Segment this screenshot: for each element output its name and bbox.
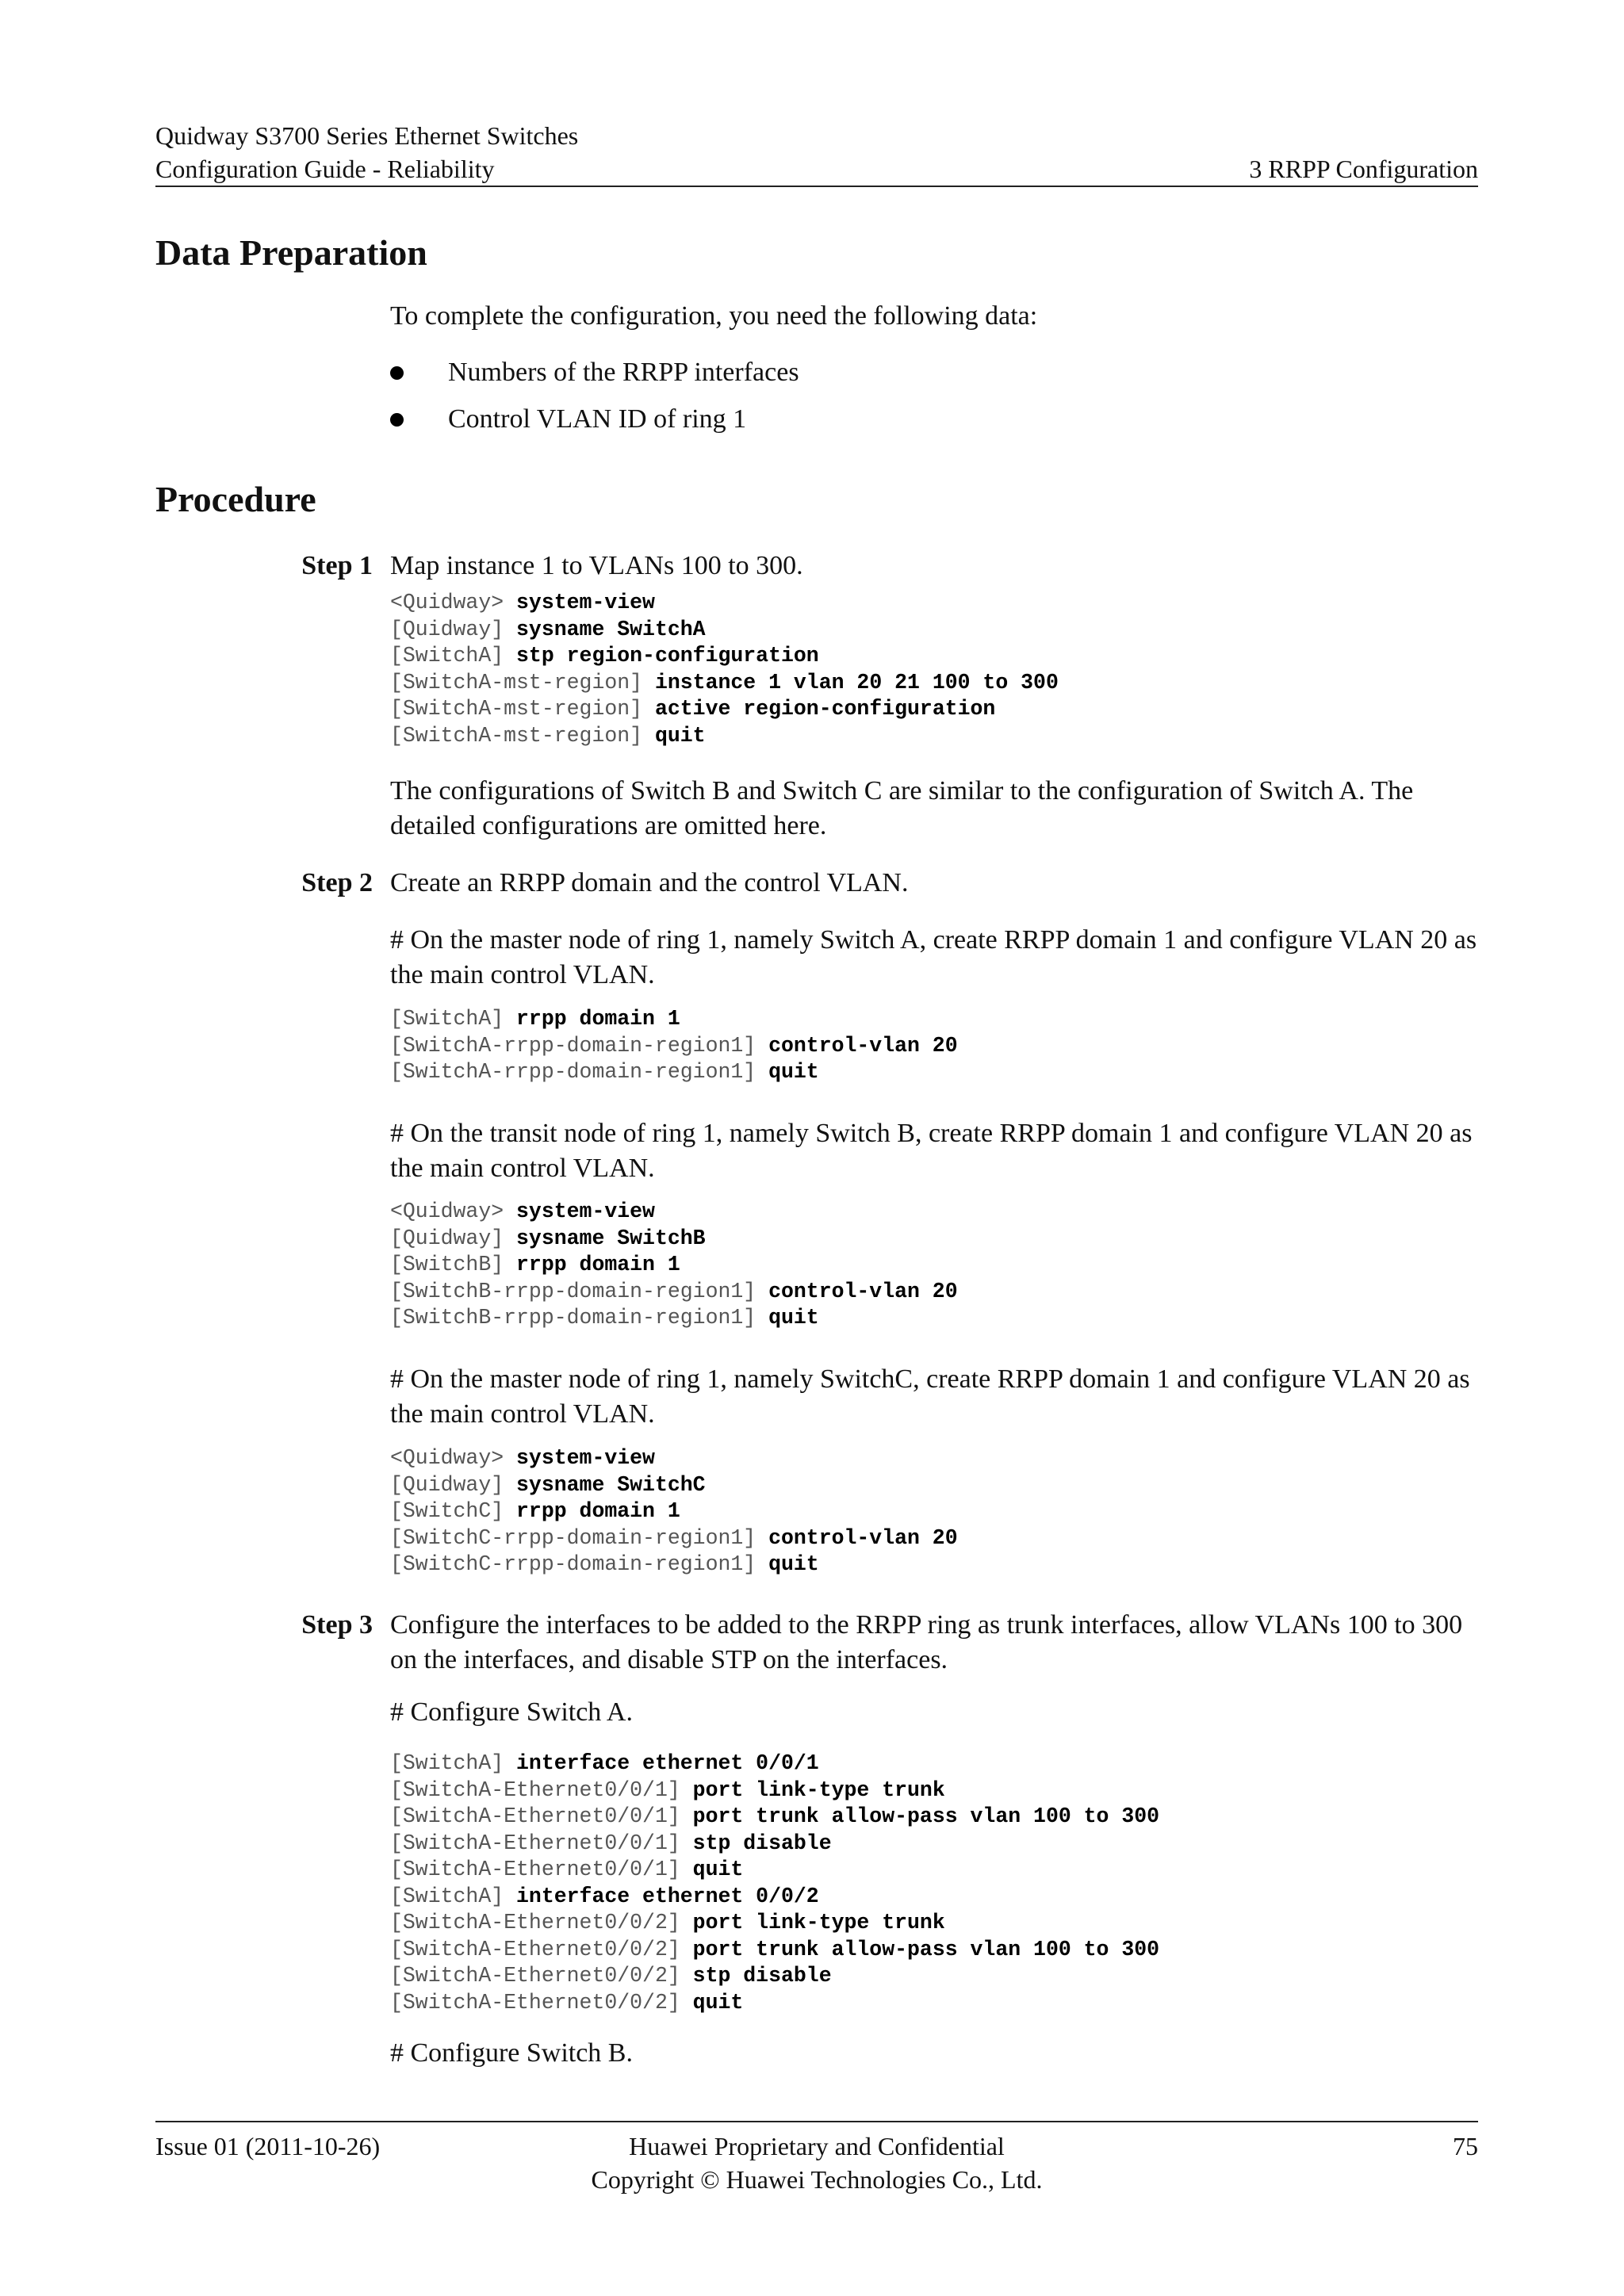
code-prompt: [SwitchA-Ethernet0/0/1] [390, 1804, 693, 1828]
step-1-note: The configurations of Switch B and Switch C are similar to the configuration of Switch A. The detailed configurations are omitted here. [390, 776, 1414, 840]
code-prompt: [SwitchC] [390, 1499, 517, 1523]
code-line [390, 1751, 1159, 1777]
header-rule [155, 186, 1478, 187]
code-line [390, 1059, 958, 1086]
code-command: quit [768, 1552, 819, 1576]
code-command: interface ethernet 0/0/2 [516, 1884, 819, 1908]
code-prompt: [SwitchA-rrpp-domain-region1] [390, 1033, 769, 1058]
code-command: system-view [516, 591, 655, 614]
code-prompt: [SwitchA-Ethernet0/0/2] [390, 1964, 693, 1988]
code-line [390, 670, 1059, 697]
code-prompt: [SwitchA] [390, 1007, 517, 1031]
code-line [390, 1552, 958, 1578]
code-prompt: [SwitchA-mst-region] [390, 723, 655, 748]
code-prompt: [SwitchA-mst-region] [390, 670, 655, 695]
code-line [390, 1910, 1159, 1937]
code-line [390, 1831, 1159, 1858]
page-number: 75 [1453, 2132, 1478, 2160]
list-item [390, 355, 799, 390]
code-prompt: [SwitchA-mst-region] [390, 697, 655, 721]
code-line [390, 723, 1059, 750]
code-prompt: [SwitchC-rrpp-domain-region1] [390, 1552, 769, 1576]
code-line [390, 1445, 958, 1472]
page-header [155, 119, 1478, 186]
step-3-label: Step 3 [301, 1610, 373, 1640]
footer-rule [155, 2121, 1478, 2122]
list-item-text: Control VLAN ID of ring 1 [448, 404, 747, 434]
list-item-text: Numbers of the RRPP interfaces [448, 358, 799, 387]
step-2-para-c: # On the master node of ring 1, namely SwitchC, create RRPP domain 1 and configure VLAN 20 as the main control VLAN. [390, 1364, 1470, 1429]
code-prompt: [SwitchB-rrpp-domain-region1] [390, 1306, 769, 1330]
code-command: control-vlan 20 [768, 1525, 958, 1550]
code-command: stp disable [692, 1964, 832, 1988]
code-command: sysname SwitchC [516, 1472, 706, 1497]
step-3-para-b: # Configure Switch B. [390, 2038, 633, 2068]
step-2-para-a: # On the master node of ring 1, namely Switch A, create RRPP domain 1 and configure VLAN 20 as the main control VLAN. [390, 925, 1477, 989]
code-command: sysname SwitchA [516, 617, 706, 641]
code-command: control-vlan 20 [768, 1033, 958, 1058]
code-line [390, 643, 1059, 670]
code-command: system-view [516, 1446, 655, 1470]
section-title-procedure: Procedure [155, 479, 316, 519]
code-line [390, 1033, 958, 1060]
code-line [390, 1279, 958, 1306]
code-command: instance 1 vlan 20 21 100 to 300 [654, 670, 1059, 695]
code-command: port trunk allow-pass vlan 100 to 300 [692, 1937, 1160, 1961]
code-prompt: [SwitchA-Ethernet0/0/2] [390, 1990, 693, 2015]
step-2-label: Step 2 [301, 868, 373, 897]
code-command: system-view [516, 1200, 655, 1223]
code-line [390, 696, 1059, 723]
code-command: rrpp domain 1 [516, 1499, 680, 1523]
bullet-icon [390, 366, 404, 380]
code-prompt: [SwitchA-Ethernet0/0/1] [390, 1831, 693, 1855]
code-command: port trunk allow-pass vlan 100 to 300 [692, 1804, 1160, 1828]
code-command: sysname SwitchB [516, 1226, 706, 1250]
code-command: port link-type trunk [692, 1777, 945, 1802]
header-chapter: 3 RRPP Configuration [1249, 155, 1478, 183]
section-title-data-preparation: Data Preparation [155, 232, 427, 273]
code-command: quit [692, 1990, 744, 2015]
code-line [390, 1990, 1159, 2017]
code-block-step-2c [390, 1445, 958, 1578]
code-line [390, 1305, 958, 1332]
code-command: active region-configuration [654, 697, 996, 721]
code-line [390, 1857, 1159, 1884]
code-prompt: [SwitchA-rrpp-domain-region1] [390, 1060, 769, 1084]
footer-issue: Issue 01 (2011-10-26) [155, 2132, 381, 2160]
header-product: Quidway S3700 Series Ethernet Switches [155, 121, 579, 150]
code-prompt: [SwitchA-Ethernet0/0/1] [390, 1777, 693, 1802]
bullet-icon [390, 413, 404, 427]
code-prompt: <Quidway> [390, 591, 517, 614]
code-line [390, 1226, 958, 1253]
header-guide: Configuration Guide - Reliability [155, 155, 495, 183]
code-line [390, 1777, 1159, 1804]
code-command: quit [692, 1858, 744, 1881]
code-command: quit [654, 723, 706, 748]
code-command: stp disable [692, 1831, 832, 1855]
step-3-text: Configure the interfaces to be added to the RRPP ring as trunk interfaces, allow VLANs 100 to 300 on the interfaces, and disable STP on the interfaces. [390, 1610, 1463, 1674]
footer-copyright: Copyright © Huawei Technologies Co., Ltd. [591, 2165, 1043, 2194]
footer-confidential: Huawei Proprietary and Confidential [629, 2132, 1005, 2160]
code-block-step-1 [390, 590, 1059, 749]
list-item [390, 402, 746, 437]
code-block-step-2a [390, 1006, 958, 1086]
code-prompt: [SwitchB-rrpp-domain-region1] [390, 1279, 769, 1303]
code-block-step-2b [390, 1199, 958, 1332]
code-command: port link-type trunk [692, 1911, 945, 1934]
step-2-para-b: # On the transit node of ring 1, namely Switch B, create RRPP domain 1 and configure VLAN 20 as the main control VLAN. [390, 1119, 1473, 1183]
code-block-step-3a [390, 1751, 1159, 2016]
code-line [390, 1006, 958, 1033]
code-command: stp region-configuration [516, 644, 819, 668]
code-command: control-vlan 20 [768, 1279, 958, 1303]
step-1-label: Step 1 [301, 551, 373, 580]
code-prompt: [SwitchA-Ethernet0/0/2] [390, 1937, 693, 1961]
code-line [390, 617, 1059, 644]
code-prompt: <Quidway> [390, 1446, 517, 1470]
code-line [390, 1804, 1159, 1831]
code-line [390, 590, 1059, 617]
code-prompt: [SwitchA-Ethernet0/0/2] [390, 1911, 693, 1934]
data-prep-intro: To complete the configuration, you need the following data: [390, 301, 1038, 331]
step-1-text: Map instance 1 to VLANs 100 to 300. [390, 551, 803, 580]
code-command: quit [768, 1060, 819, 1084]
code-prompt: <Quidway> [390, 1200, 517, 1223]
code-command: quit [768, 1306, 819, 1330]
code-prompt: [Quidway] [390, 1226, 517, 1250]
code-prompt: [SwitchA] [390, 644, 517, 668]
code-line [390, 1525, 958, 1552]
code-prompt: [SwitchC-rrpp-domain-region1] [390, 1525, 769, 1550]
code-line [390, 1472, 958, 1499]
step-3-para-a: # Configure Switch A. [390, 1697, 633, 1727]
code-command: rrpp domain 1 [516, 1253, 680, 1276]
code-line [390, 1199, 958, 1226]
code-prompt: [Quidway] [390, 1472, 517, 1497]
code-prompt: [SwitchA-Ethernet0/0/1] [390, 1858, 693, 1881]
step-2-text: Create an RRPP domain and the control VLAN. [390, 868, 909, 897]
code-line [390, 1252, 958, 1279]
code-prompt: [Quidway] [390, 617, 517, 641]
code-command: interface ethernet 0/0/1 [516, 1751, 819, 1775]
code-prompt: [SwitchB] [390, 1253, 517, 1276]
code-line [390, 1498, 958, 1525]
code-prompt: [SwitchA] [390, 1884, 517, 1908]
code-prompt: [SwitchA] [390, 1751, 517, 1775]
code-command: rrpp domain 1 [516, 1007, 680, 1031]
code-line [390, 1937, 1159, 1964]
code-line [390, 1884, 1159, 1911]
code-line [390, 1963, 1159, 1990]
